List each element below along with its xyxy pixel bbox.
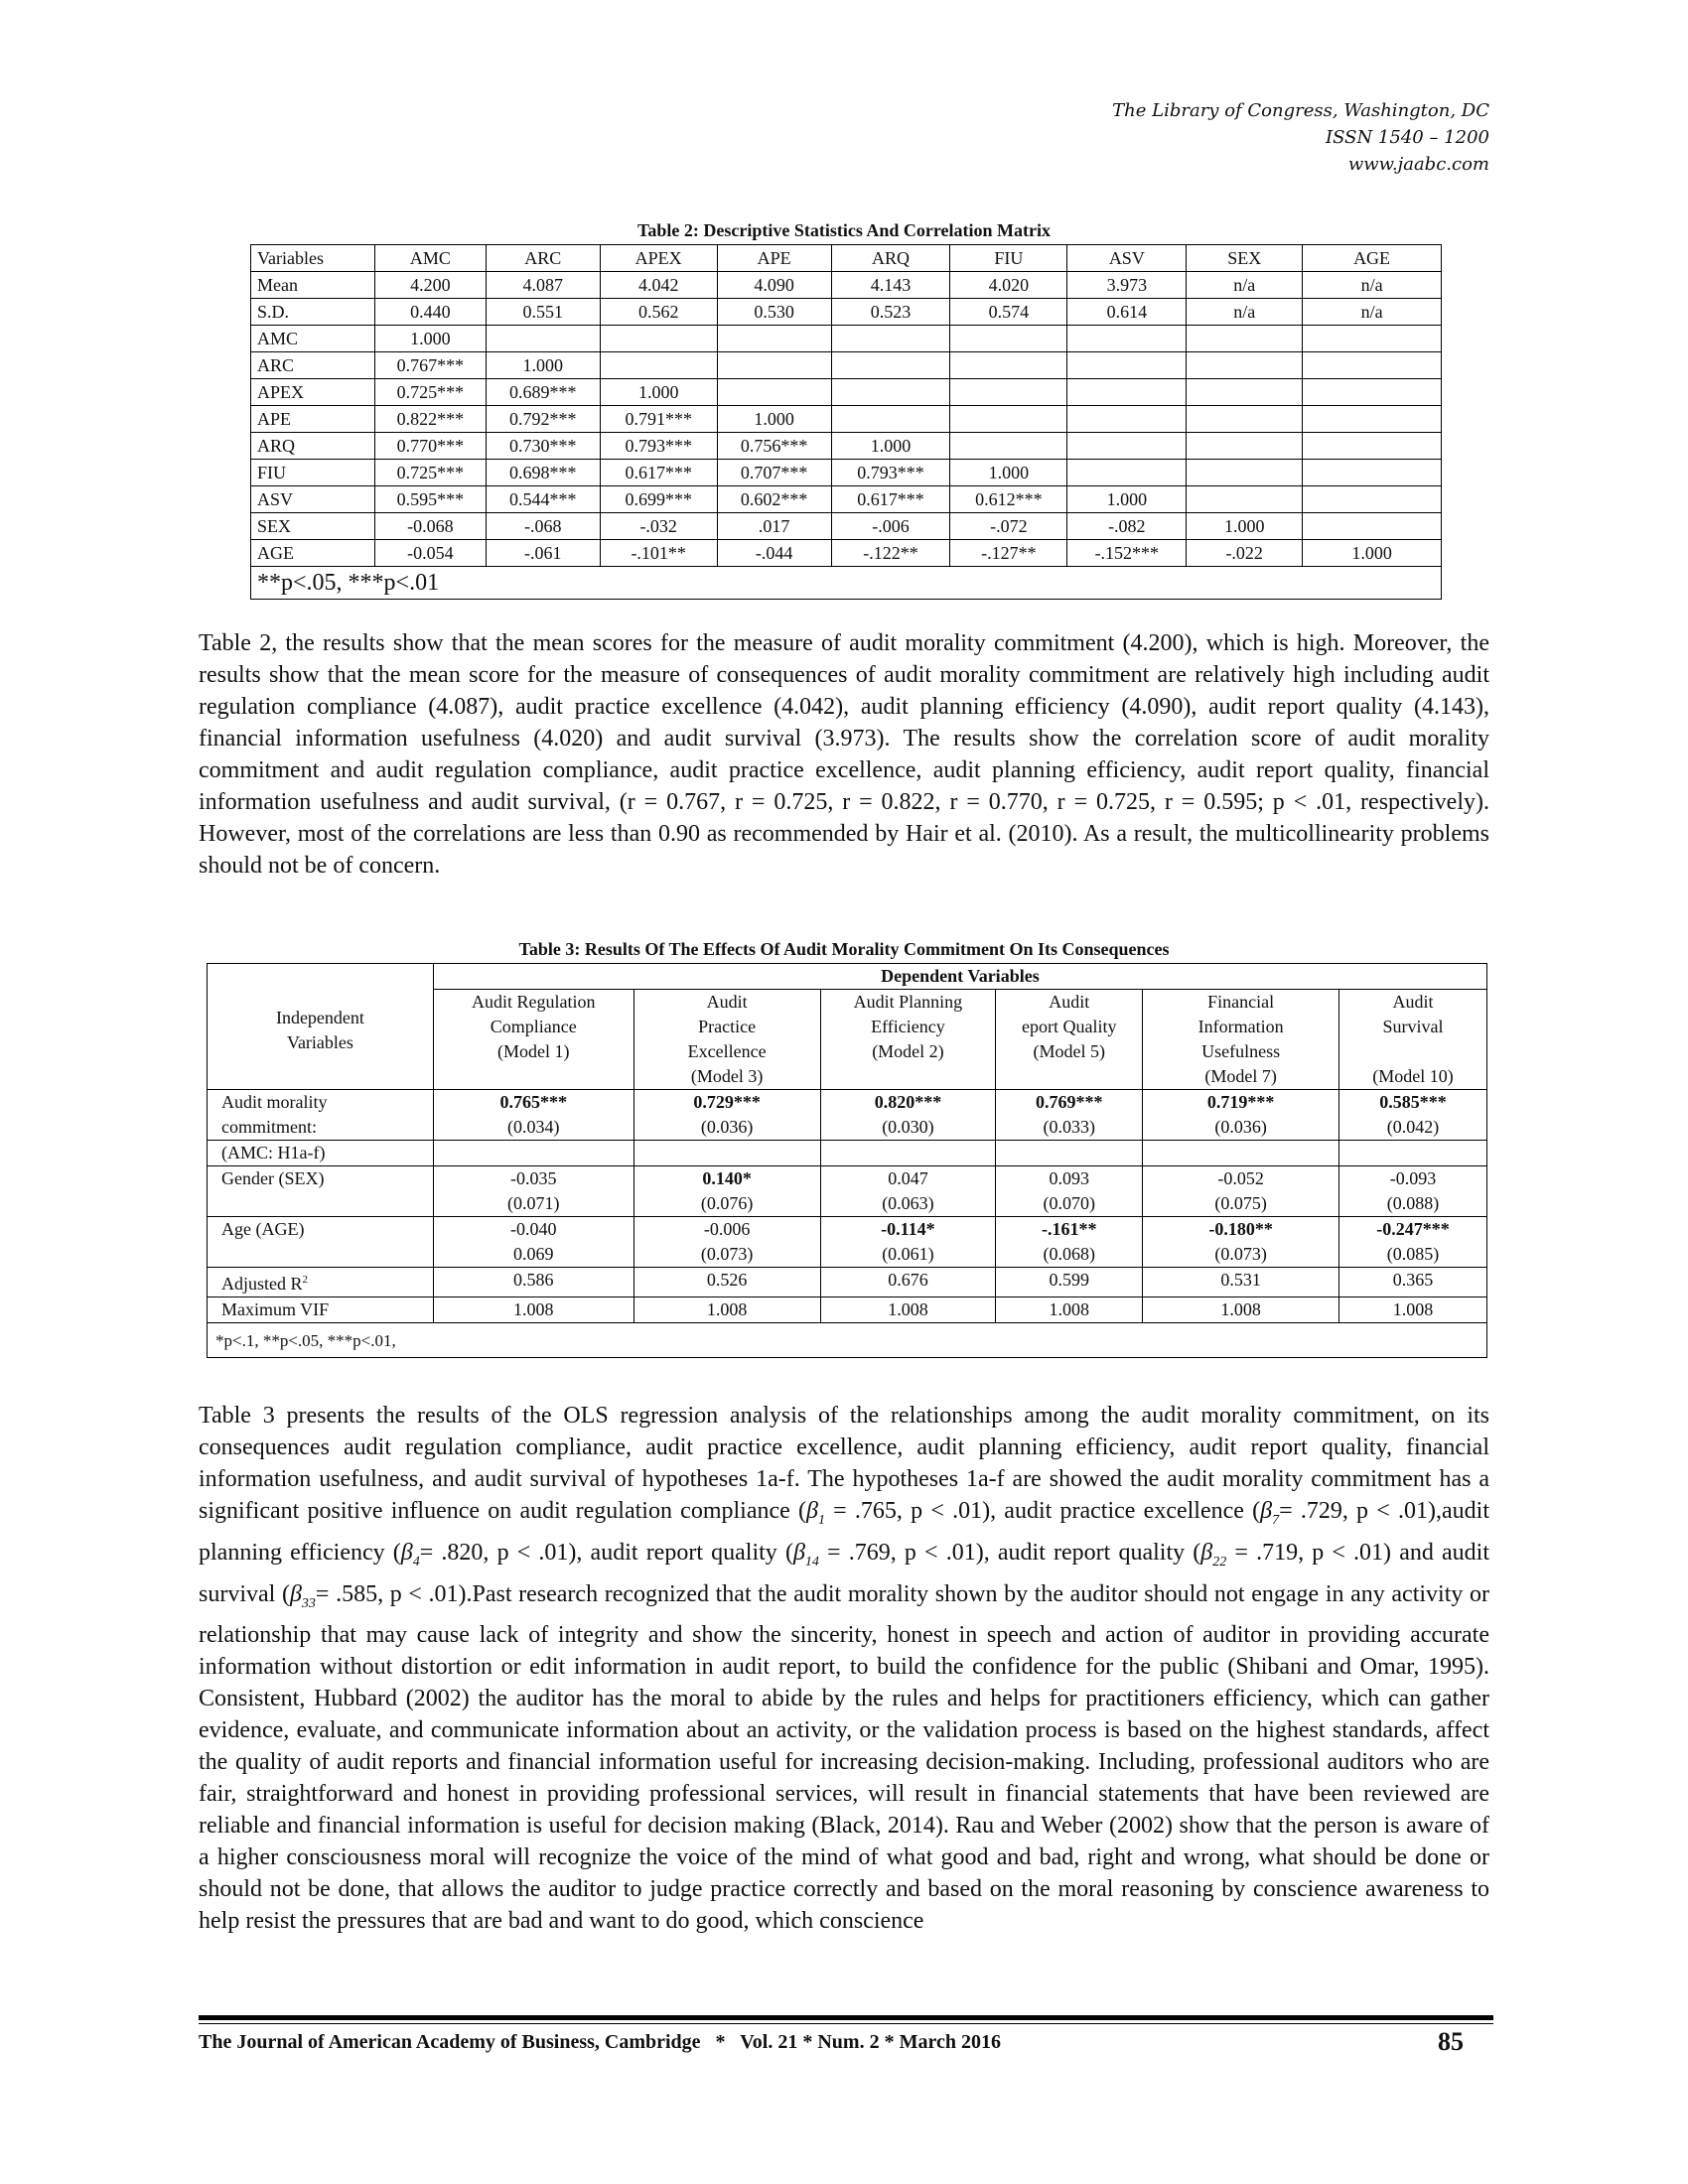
- table2-cell: -.127**: [950, 540, 1067, 567]
- table3-cell: -0.040: [433, 1217, 633, 1243]
- table2-cell: 4.087: [486, 272, 600, 299]
- table3-row: [208, 1141, 1487, 1166]
- beta-symbol: $\beta_{22}$: [1200, 1539, 1227, 1570]
- table3-cell: [433, 1141, 633, 1166]
- table2-row: [251, 299, 1442, 326]
- table2-cell: 1.000: [1187, 513, 1303, 540]
- table3-cell: 0.676: [820, 1268, 996, 1297]
- table2-cell: 4.090: [717, 272, 831, 299]
- table2-cell: [1187, 406, 1303, 433]
- table2-cell: 0.551: [486, 299, 600, 326]
- table2-column-header: APE: [717, 245, 831, 272]
- table2-column-header: AMC: [374, 245, 486, 272]
- table2-cell: 0.595***: [374, 486, 486, 513]
- table3-cell: 0.599: [996, 1268, 1143, 1297]
- table3-cell: 1.008: [633, 1297, 820, 1323]
- table2-cell: 0.725***: [374, 460, 486, 486]
- table2-cell: [950, 326, 1067, 352]
- table3-cell: (0.071): [433, 1191, 633, 1217]
- table2-cell: [1187, 352, 1303, 379]
- table2-column-header: SEX: [1187, 245, 1303, 272]
- table3-cell: -0.006: [633, 1217, 820, 1243]
- dependent-variable-header-line: (Model 3): [690, 1066, 764, 1086]
- table2-column-header: AGE: [1303, 245, 1442, 272]
- table3-cell: -0.093: [1339, 1166, 1487, 1192]
- beta-subscript: 14: [804, 1554, 819, 1570]
- table2-cell: 0.617***: [600, 460, 717, 486]
- table2-cell: [600, 352, 717, 379]
- table2-cell: -.122**: [831, 540, 950, 567]
- table3-row: [208, 1242, 1487, 1268]
- table3-cell: 0.765***: [433, 1090, 633, 1116]
- dependent-variable-header-line: [825, 1064, 992, 1089]
- table3-cell: 0.820***: [820, 1090, 996, 1116]
- table2-cell: n/a: [1187, 272, 1303, 299]
- table2-row: [251, 352, 1442, 379]
- table2-cell: [486, 326, 600, 352]
- table3-cell: 0.531: [1143, 1268, 1339, 1297]
- table2-column-header: FIU: [950, 245, 1067, 272]
- table3-cell: -.161**: [996, 1217, 1143, 1243]
- table2-cell: 1.000: [374, 326, 486, 352]
- table2-cell: 1.000: [486, 352, 600, 379]
- dependent-variable-header: [433, 990, 633, 1090]
- adjusted-r-label: Adjusted R: [221, 1274, 303, 1294]
- table2-cell: 0.544***: [486, 486, 600, 513]
- table3-cell: 0.719***: [1143, 1090, 1339, 1116]
- table2-cell: [1187, 379, 1303, 406]
- table2-cell: 0.523: [831, 299, 950, 326]
- table2-cell: 0.767***: [374, 352, 486, 379]
- table3-cell: 0.365: [1339, 1268, 1487, 1297]
- table2-cell: 0.730***: [486, 433, 600, 460]
- table2-cell: 0.602***: [717, 486, 831, 513]
- table2-cell: APE: [251, 406, 375, 433]
- table2-cell: [717, 379, 831, 406]
- table2-cell: [950, 379, 1067, 406]
- table3-cell: (0.085): [1339, 1242, 1487, 1268]
- table2-cell: 0.530: [717, 299, 831, 326]
- table2-cell: 0.707***: [717, 460, 831, 486]
- journal-header: [1112, 97, 1489, 178]
- table3-cell: (0.076): [633, 1191, 820, 1217]
- table2-cell: [1303, 406, 1442, 433]
- table3-cell: (0.034): [433, 1115, 633, 1141]
- table3-cell: [1143, 1141, 1339, 1166]
- table2-cell: n/a: [1187, 299, 1303, 326]
- table2-cell: 0.792***: [486, 406, 600, 433]
- table2-note-row: [251, 567, 1442, 600]
- table2-cell: ARQ: [251, 433, 375, 460]
- table3-row-label: Audit morality: [208, 1090, 434, 1116]
- footer-rule-thin: [199, 2023, 1493, 2024]
- table2-cell: -.032: [600, 513, 717, 540]
- table3-caption: Table 3: Results Of The Effects Of Audit Morality Commitment On Its Consequences: [518, 939, 1170, 959]
- table2-cell: -.152***: [1067, 540, 1187, 567]
- table3-cell: (0.036): [633, 1115, 820, 1141]
- table2-row: [251, 406, 1442, 433]
- table2-cell: [950, 406, 1067, 433]
- paragraph-1: Table 2, the results show that the mean scores for the measure of audit morality commitment (4.200), which is high. Moreover, the results show that the mean score for the measure of consequences of audit morality commitment are relatively high including audit regulation compliance (4.087), audit practice excellence (4.042), audit planning efficiency (4.090), audit report quality (4.143), financial information usefulness (4.020) and audit survival (3.973). The results show the correlation score of audit morality commitment and audit regulation compliance, audit practice excellence, audit planning efficiency, audit report quality, financial information usefulness and audit survival, (r = 0.767, r = 0.725, r = 0.822, r = 0.770, r = 0.725, r = 0.595; p < .01, respectively). However, most of the correlations are less than 0.90 as recommended by Hair et al. (2010). As a result, the multicollinearity problems should not be of concern.: [199, 630, 1489, 879]
- table2-cell: n/a: [1303, 299, 1442, 326]
- independent-variables-header: [208, 964, 434, 1090]
- table2-cell: -.044: [717, 540, 831, 567]
- table2-column-header: ARQ: [831, 245, 950, 272]
- table3-row-label: [208, 1242, 434, 1268]
- table3-cell: 0.526: [633, 1268, 820, 1297]
- r-squared-superscript: 2: [302, 1274, 309, 1286]
- table3-row: [208, 1115, 1487, 1141]
- table3-row: [208, 1191, 1487, 1217]
- table3-cell: (0.030): [820, 1115, 996, 1141]
- table3-cell: 1.008: [1143, 1297, 1339, 1323]
- table2-cell: 4.143: [831, 272, 950, 299]
- beta-subscript: 33: [301, 1595, 316, 1611]
- table2-cell: -.101**: [600, 540, 717, 567]
- table3-cell: [996, 1141, 1143, 1166]
- independent-variables-label: Independent Variables: [275, 1008, 364, 1052]
- table2-cell: [1303, 460, 1442, 486]
- table2-cell: 0.725***: [374, 379, 486, 406]
- table3-row: [208, 1217, 1487, 1243]
- dependent-variable-header-line: Information: [1197, 1017, 1284, 1036]
- dependent-variable-header-line: [438, 1064, 630, 1089]
- table2-column-header: APEX: [600, 245, 717, 272]
- table3-cell: 1.008: [996, 1297, 1143, 1323]
- table3-row-label: [208, 1191, 434, 1217]
- dependent-variable-header-line: [1343, 1039, 1482, 1064]
- table2-cell: 0.562: [600, 299, 717, 326]
- table2-cell: APEX: [251, 379, 375, 406]
- dependent-variable-header-line: [1000, 1064, 1138, 1089]
- table2-cell: 1.000: [600, 379, 717, 406]
- table2-cell: 0.791***: [600, 406, 717, 433]
- table3-cell: 0.069: [433, 1242, 633, 1268]
- table3-row-label: (AMC: H1a-f): [208, 1141, 434, 1166]
- table3-row-label: Gender (SEX): [208, 1166, 434, 1192]
- page-number: 85: [1438, 2027, 1464, 2056]
- table2-descriptive-stats: [250, 244, 1442, 600]
- beta-symbol: $\beta_{14}$: [792, 1539, 819, 1570]
- dependent-variable-header-line: (Model 10): [1372, 1066, 1454, 1086]
- table2-cell: n/a: [1303, 272, 1442, 299]
- table3-cell: 1.008: [1339, 1297, 1487, 1323]
- table2-cell: 1.000: [1067, 486, 1187, 513]
- table2-cell: [1067, 379, 1187, 406]
- table2-cell: [1067, 406, 1187, 433]
- table3-cell: -0.035: [433, 1166, 633, 1192]
- table3-cell: [633, 1141, 820, 1166]
- table3-cell: 1.008: [820, 1297, 996, 1323]
- table2-header-row: [251, 245, 1442, 272]
- dependent-variable-header-line: (Model 5): [1033, 1041, 1106, 1061]
- dependent-variable-header-line: (Model 7): [1204, 1066, 1277, 1086]
- table2-cell: 0.689***: [486, 379, 600, 406]
- table3-regression-results: [207, 963, 1487, 1358]
- table2-cell: [1187, 486, 1303, 513]
- table2-cell: [1187, 326, 1303, 352]
- table3-cell: -0.247***: [1339, 1217, 1487, 1243]
- table2-cell: .017: [717, 513, 831, 540]
- table3-cell: (0.075): [1143, 1191, 1339, 1217]
- table3-cell: (0.070): [996, 1191, 1143, 1217]
- table2-cell: [1303, 486, 1442, 513]
- table2-cell: [600, 326, 717, 352]
- table2-row: [251, 513, 1442, 540]
- table3-note: *p<.1, **p<.05, ***p<.01,: [208, 1323, 1487, 1358]
- journal-footer: [199, 2027, 1493, 2056]
- beta-symbol: $\beta_7$: [1260, 1498, 1280, 1528]
- table3-cell: (0.061): [820, 1242, 996, 1268]
- footer-citation: The Journal of American Academy of Business, Cambridge * Vol. 21 * Num. 2 * March 2016: [199, 2031, 1001, 2053]
- dependent-variable-header-line: Audit Planning: [853, 992, 963, 1012]
- beta-subscript: 1: [817, 1512, 825, 1528]
- table2-cell: 0.793***: [831, 460, 950, 486]
- table3-cell: [820, 1141, 996, 1166]
- table2-cell: [950, 433, 1067, 460]
- table3-cell: [1339, 1141, 1487, 1166]
- table2-cell: [831, 406, 950, 433]
- table3-cell: -0.114*: [820, 1217, 996, 1243]
- table3-cell: (0.073): [1143, 1242, 1339, 1268]
- table2-column-header: Variables: [251, 245, 375, 272]
- table2-cell: -.082: [1067, 513, 1187, 540]
- table3-row: [208, 1090, 1487, 1116]
- dependent-variable-header: [633, 990, 820, 1090]
- table2-cell: [1303, 513, 1442, 540]
- table2-row: [251, 379, 1442, 406]
- table2-cell: [717, 326, 831, 352]
- table2-row: [251, 272, 1442, 299]
- beta-symbol: $\beta_4$: [400, 1539, 420, 1570]
- table2-row: [251, 460, 1442, 486]
- table2-row: [251, 486, 1442, 513]
- table2-column-header: ARC: [486, 245, 600, 272]
- table2-cell: 0.793***: [600, 433, 717, 460]
- table3-row-label: Age (AGE): [208, 1217, 434, 1243]
- dependent-variable-header-line: Excellence: [687, 1041, 767, 1061]
- dependent-variable-header-line: Survival: [1382, 1017, 1444, 1036]
- table2-cell: 1.000: [950, 460, 1067, 486]
- table2-cell: [950, 352, 1067, 379]
- table3-cell: (0.088): [1339, 1191, 1487, 1217]
- beta-symbol: $\beta_{33}$: [289, 1580, 316, 1611]
- table2-row: [251, 433, 1442, 460]
- table3-cell: 0.729***: [633, 1090, 820, 1116]
- table2-cell: 0.822***: [374, 406, 486, 433]
- table2-cell: ASV: [251, 486, 375, 513]
- dependent-variable-header-line: Usefulness: [1201, 1041, 1281, 1061]
- dependent-variable-header-line: Audit: [1049, 992, 1090, 1012]
- dependent-variable-header: [996, 990, 1143, 1090]
- table2-cell: FIU: [251, 460, 375, 486]
- table3-row: [208, 1268, 1487, 1297]
- table2-cell: [1067, 326, 1187, 352]
- table2-cell: [831, 352, 950, 379]
- table3-row: [208, 1297, 1487, 1323]
- table3-cell: (0.073): [633, 1242, 820, 1268]
- table3-cell: (0.036): [1143, 1115, 1339, 1141]
- table2-cell: [1187, 433, 1303, 460]
- table3-cell: 0.093: [996, 1166, 1143, 1192]
- table2-cell: 4.020: [950, 272, 1067, 299]
- dependent-variables-header: Dependent Variables: [433, 964, 1486, 990]
- beta-subscript: 7: [1272, 1512, 1280, 1528]
- dependent-variable-header: [1143, 990, 1339, 1090]
- table2-cell: 0.698***: [486, 460, 600, 486]
- dependent-variable-header-line: Audit: [1392, 992, 1434, 1012]
- table2-cell: [717, 352, 831, 379]
- table2-cell: -0.054: [374, 540, 486, 567]
- table3-cell: (0.042): [1339, 1115, 1487, 1141]
- table2-cell: 3.973: [1067, 272, 1187, 299]
- table3-cell: -0.180**: [1143, 1217, 1339, 1243]
- table2-cell: 0.617***: [831, 486, 950, 513]
- table2-cell: 1.000: [1303, 540, 1442, 567]
- dependent-variable-header-line: Practice: [698, 1017, 757, 1036]
- table3-cell: (0.063): [820, 1191, 996, 1217]
- dependent-variable-header: [1339, 990, 1487, 1090]
- table2-cell: [1067, 433, 1187, 460]
- beta-symbol: $\beta_1$: [806, 1498, 825, 1528]
- table2-cell: 0.699***: [600, 486, 717, 513]
- table2-cell: 0.770***: [374, 433, 486, 460]
- table2-cell: 1.000: [717, 406, 831, 433]
- header-line-1: The Library of Congress, Washington, DC: [1112, 100, 1489, 121]
- table3-cell: 0.585***: [1339, 1090, 1487, 1116]
- table3-cell: (0.068): [996, 1242, 1143, 1268]
- dependent-variable-header-line: (Model 2): [872, 1041, 944, 1061]
- beta-subscript: 22: [1212, 1554, 1227, 1570]
- dependent-variable-header-line: Audit Regulation: [472, 992, 596, 1012]
- table2-cell: AGE: [251, 540, 375, 567]
- table3-cell: 0.769***: [996, 1090, 1143, 1116]
- footer-rule: [199, 2015, 1493, 2020]
- dependent-variable-header-line: Financial: [1207, 992, 1275, 1012]
- table3-row-label: commitment:: [208, 1115, 434, 1141]
- table3-row-label: [208, 1268, 434, 1297]
- dependent-variable-header-line: Audit: [706, 992, 748, 1012]
- table2-cell: S.D.: [251, 299, 375, 326]
- table2-cell: 0.614: [1067, 299, 1187, 326]
- table2-cell: 0.440: [374, 299, 486, 326]
- table2-cell: -.068: [486, 513, 600, 540]
- table2-cell: [831, 379, 950, 406]
- table2-cell: AMC: [251, 326, 375, 352]
- table2-cell: -.022: [1187, 540, 1303, 567]
- table2-cell: 0.756***: [717, 433, 831, 460]
- table2-cell: [1067, 460, 1187, 486]
- table2-cell: [1067, 352, 1187, 379]
- table2-column-header: ASV: [1067, 245, 1187, 272]
- table2-cell: ARC: [251, 352, 375, 379]
- table2-cell: -.006: [831, 513, 950, 540]
- table3-cell: 0.047: [820, 1166, 996, 1192]
- dependent-variable-header-line: Efficiency: [871, 1017, 945, 1036]
- table3-cell: 0.140*: [633, 1166, 820, 1192]
- dependent-variable-header-line: Compliance: [490, 1017, 577, 1036]
- header-line-3: www.jaabc.com: [1347, 154, 1489, 175]
- table2-cell: [1303, 352, 1442, 379]
- paragraph-2: Table 3 presents the results of the OLS regression analysis of the relationships among the audit morality commitment, on its consequences audit regulation compliance, audit practice excellence, audit planning efficiency, audit report quality, financial information usefulness, and audit survival of hypotheses 1a-f. The hypotheses 1a-f are showed the audit morality commitment has a significant positive influence on audit regulation compliance ($\beta_1 = .765$, p < .01), audit practice excellence ($\beta_7= .729$, p < .01),audit planning efficiency ($\beta_4= .820$, p < .01), audit report quality ($\beta_{14} = .769$, p < .01), audit report quality ($\beta_{22} = .719$, p < .01) and audit survival ($\beta_{33}= .585$, p < .01).Past research recognized that the audit morality shown by the auditor should not engage in any activity or relationship that may cause lack of integrity and show the sincerity, honest in speech and action of auditor in providing accurate information without distortion or edit information in audit report, to build the confidence for the public (Shibani and Omar, 1995). Consistent, Hubbard (2002) the auditor has the moral to abide by the rules and helps for practitioners efficiency, which can gather evidence, evaluate, and communicate information about an activity, or the validation process is based on the highest standards, affect the quality of audit reports and financial information useful for increasing decision-making. Including, professional auditors who are fair, straightforward and honest in providing professional services, will result in financial statements that have been reviewed are reliable and financial information is useful for decision making (Black, 2014). Rau and Weber (2002) show that the person is aware of a higher consciousness moral will recognize the voice of the mind of what good and bad, right and wrong, what should be done or should not be done, that allows the auditor to judge practice correctly and based on the moral reasoning by conscience awareness to help resist the pressures that are bad and want to do good, which conscience: [199, 1403, 1490, 1935]
- table2-cell: -0.068: [374, 513, 486, 540]
- table2-row: [251, 540, 1442, 567]
- table2-cell: [1303, 379, 1442, 406]
- table2-cell: [1187, 460, 1303, 486]
- table2-cell: SEX: [251, 513, 375, 540]
- table2-cell: [1303, 326, 1442, 352]
- table2-cell: [1303, 433, 1442, 460]
- table2-cell: 4.200: [374, 272, 486, 299]
- table2-cell: 4.042: [600, 272, 717, 299]
- table2-cell: 1.000: [831, 433, 950, 460]
- dependent-variable-header-line: eport Quality: [1022, 1017, 1117, 1036]
- dependent-variable-header-line: (Model 1): [497, 1041, 570, 1061]
- table3-cell: (0.033): [996, 1115, 1143, 1141]
- table3-row: [208, 1166, 1487, 1192]
- header-line-2: ISSN 1540 – 1200: [1326, 127, 1489, 148]
- table2-cell: -.061: [486, 540, 600, 567]
- table2-cell: 0.612***: [950, 486, 1067, 513]
- table2-cell: Mean: [251, 272, 375, 299]
- table3-cell: 0.586: [433, 1268, 633, 1297]
- table2-cell: [831, 326, 950, 352]
- table2-caption: Table 2: Descriptive Statistics And Correlation Matrix: [637, 220, 1051, 240]
- table3-cell: -0.052: [1143, 1166, 1339, 1192]
- table2-note: **p<.05, ***p<.01: [251, 567, 1442, 600]
- dependent-variable-header: [820, 990, 996, 1090]
- table3-cell: 1.008: [433, 1297, 633, 1323]
- table2-row: [251, 326, 1442, 352]
- table2-cell: -.072: [950, 513, 1067, 540]
- table3-row-label: Maximum VIF: [208, 1297, 434, 1323]
- beta-subscript: 4: [412, 1554, 420, 1570]
- table2-cell: 0.574: [950, 299, 1067, 326]
